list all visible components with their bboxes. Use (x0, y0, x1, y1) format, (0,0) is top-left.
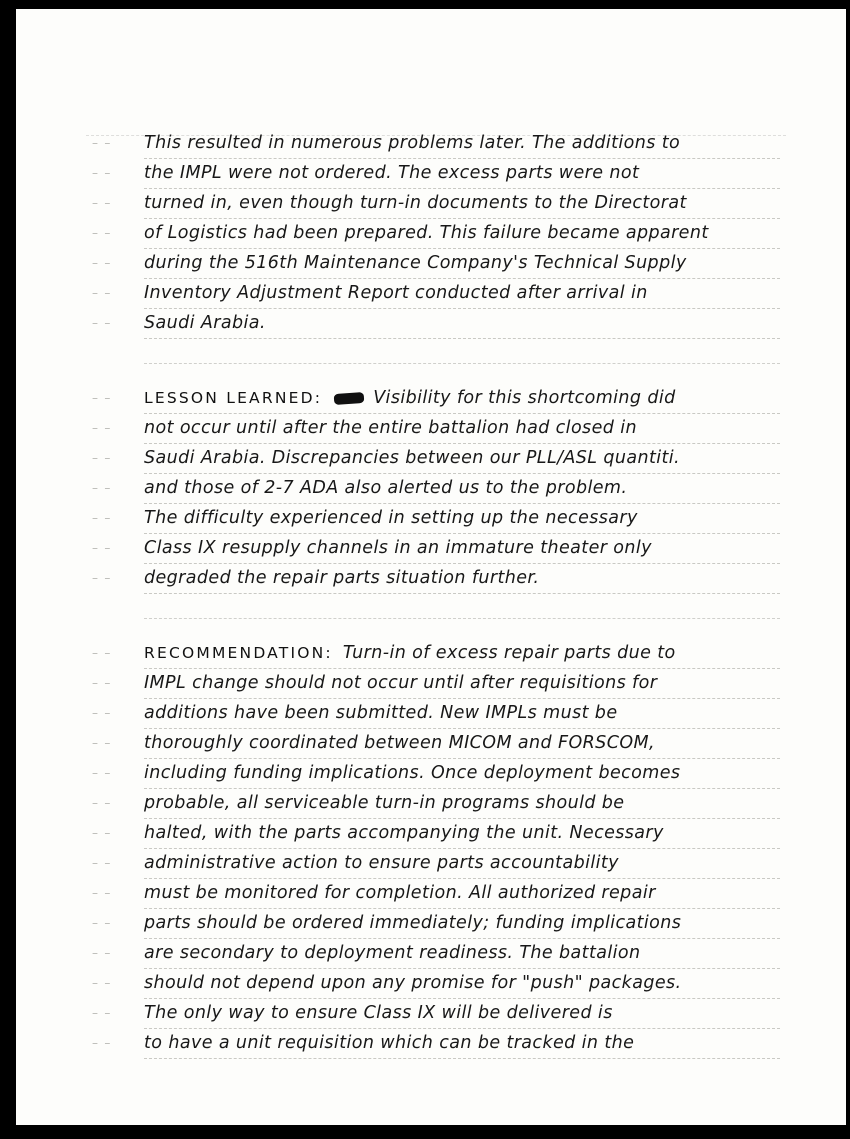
document-page (16, 9, 846, 1125)
line-text: Saudi Arabia. Discrepancies between our PLL/ASL quantiti. (144, 448, 681, 468)
text-line (144, 564, 780, 594)
line-text: The difficulty experienced in setting up the necessary (144, 508, 638, 528)
line-text: should not depend upon any promise for "push" packages. (144, 973, 682, 993)
text-line (144, 789, 780, 819)
line-text: administrative action to ensure parts accountability (144, 853, 619, 873)
line-text: of Logistics had been prepared. This failure became apparent (144, 223, 709, 243)
line-text: Saudi Arabia. (144, 313, 266, 333)
text-line (144, 474, 780, 504)
line-text: during the 516th Maintenance Company's Technical Supply (144, 253, 687, 273)
line-text: the IMPL were not ordered. The excess parts were not (144, 163, 640, 183)
text-line (144, 729, 780, 759)
line-text: degraded the repair parts situation further. (144, 568, 540, 588)
line-text: must be monitored for completion. All authorized repair (144, 883, 656, 903)
text-line (144, 414, 780, 444)
text-line (144, 639, 780, 669)
line-text: parts should be ordered immediately; funding implications (144, 913, 682, 933)
text-line (144, 384, 780, 414)
line-text: The only way to ensure Class IX will be delivered is (144, 1003, 613, 1023)
text-line (144, 189, 780, 219)
text-line (144, 219, 780, 249)
text-line (144, 1029, 780, 1059)
section-heading: LESSON LEARNED: (144, 389, 323, 407)
line-text: Turn-in of excess repair parts due to (342, 643, 676, 663)
line-text: not occur until after the entire battalion had closed in (144, 418, 637, 438)
text-line (144, 759, 780, 789)
text-line (144, 504, 780, 534)
line-text: This resulted in numerous problems later. The additions to (144, 133, 681, 153)
paragraph (144, 639, 780, 1059)
paragraph (144, 384, 780, 619)
text-line (144, 909, 780, 939)
line-text: Class IX resupply channels in an immature theater only (144, 538, 652, 558)
scribbled-out-word (334, 391, 365, 404)
document-text (144, 129, 780, 1059)
text-line (144, 969, 780, 999)
text-line (144, 279, 780, 309)
section-heading: RECOMMENDATION: (144, 644, 333, 662)
line-text: IMPL change should not occur until after requisitions for (144, 673, 658, 693)
text-line (144, 159, 780, 189)
line-text: additions have been submitted. New IMPLs must be (144, 703, 618, 723)
text-line (144, 699, 780, 729)
line-text: halted, with the parts accompanying the unit. Necessary (144, 823, 664, 843)
line-text: Visibility for this shortcoming did (373, 388, 676, 408)
text-line (144, 249, 780, 279)
line-text: thoroughly coordinated between MICOM and FORSCOM, (144, 733, 655, 753)
paragraph (144, 129, 780, 364)
line-text: and those of 2-7 ADA also alerted us to the problem. (144, 478, 628, 498)
text-line (144, 849, 780, 879)
text-line (144, 939, 780, 969)
text-line (144, 669, 780, 699)
line-text: to have a unit requisition which can be tracked in the (144, 1033, 635, 1053)
text-line (144, 999, 780, 1029)
line-text: probable, all serviceable turn-in programs should be (144, 793, 625, 813)
line-text: turned in, even though turn-in documents to the Directorat (144, 193, 687, 213)
text-line (144, 819, 780, 849)
line-text: including funding implications. Once deployment becomes (144, 763, 681, 783)
text-line (144, 129, 780, 159)
text-line (144, 879, 780, 909)
text-line (144, 444, 780, 474)
text-line (144, 534, 780, 564)
line-text: Inventory Adjustment Report conducted after arrival in (144, 283, 648, 303)
text-line (144, 309, 780, 339)
line-text: are secondary to deployment readiness. The battalion (144, 943, 641, 963)
